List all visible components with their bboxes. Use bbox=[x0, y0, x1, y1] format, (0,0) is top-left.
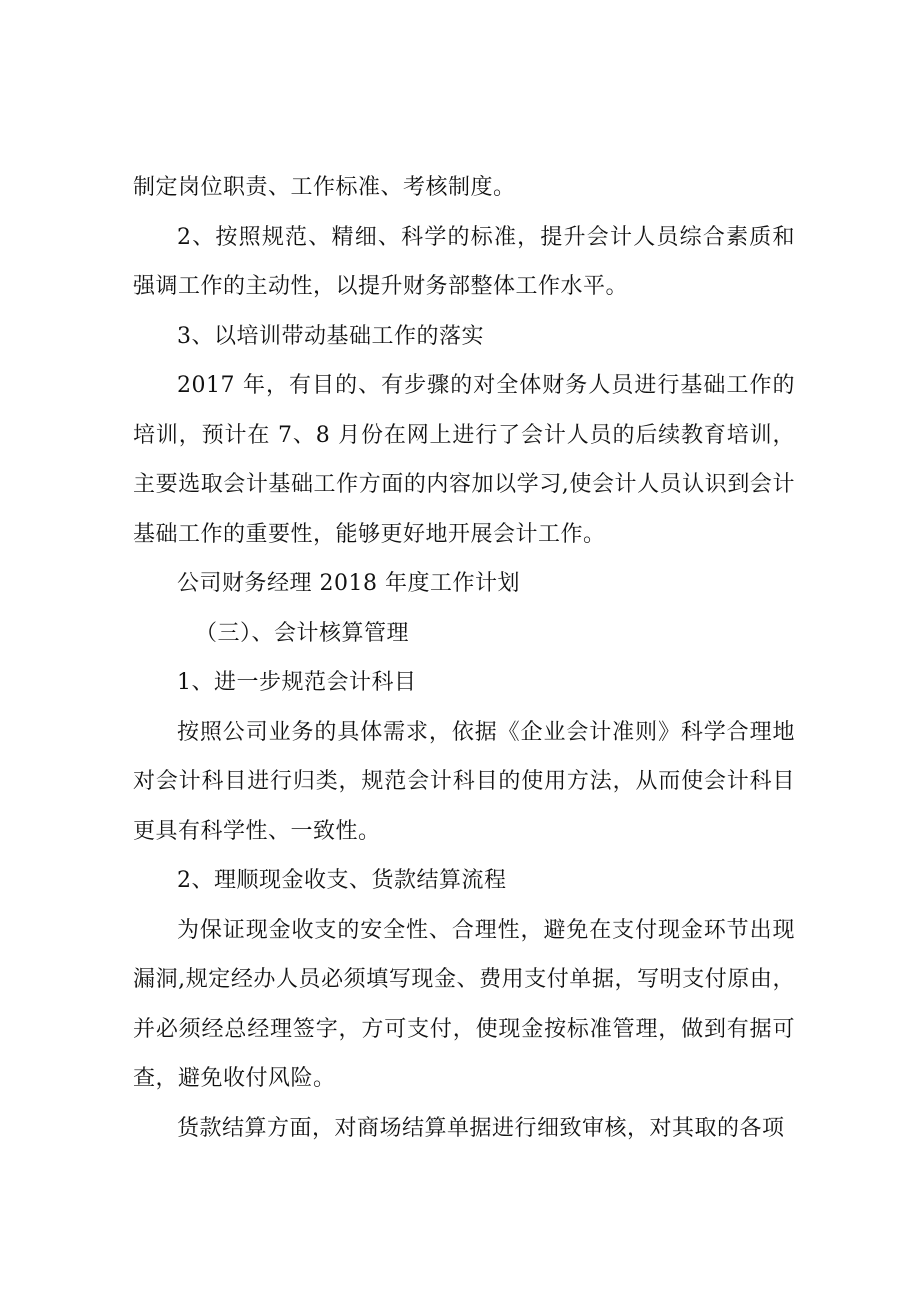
paragraph-training: 2017 年，有目的、有步骤的对全体财务人员进行基础工作的培训，预计在 7、8 月份在网上进行了会计人员的后续教育培训，主要选取会计基础工作方面的内容加以学习,使会计人员认识到会计基础工作的重要性，能够更好地开展会计工作。 bbox=[133, 373, 795, 547]
paragraph-item-2-heading: 2、理顺现金收支、货款结算流程 bbox=[177, 868, 507, 893]
paragraph-item-3-heading: 3、以培训带动基础工作的落实 bbox=[177, 323, 484, 349]
paragraph-continuation: 制定岗位职责、工作标准、考核制度。 bbox=[133, 175, 516, 200]
paragraph-accounts: 按照公司业务的具体需求，依据《企业会计准则》科学合理地对会计科目进行归类，规范会计科目的使用方法，从而使会计科目更具有科学性、一致性。 bbox=[133, 719, 795, 844]
paragraph-item-1-heading: 1、进一步规范会计科目 bbox=[177, 670, 417, 695]
paragraph-plan-title: 公司财务经理 2018 年度工作计划 bbox=[177, 571, 520, 596]
section-heading-accounting: （三）、会计核算管理 bbox=[195, 620, 410, 646]
paragraph-cash-flow: 为保证现金收支的安全性、合理性，避免在支付现金环节出现漏洞,规定经办人员必须填写现金、费用支付单据，写明支付原由，并必须经总经理签字，方可支付，使现金按标准管理，做到有据可查，避免收付风险。 bbox=[133, 917, 795, 1091]
paragraph-settlement: 货款结算方面，对商场结算单据进行细致审核，对其取的各项 bbox=[177, 1115, 785, 1141]
paragraph-item-2: 2、按照规范、精细、科学的标准，提升会计人员综合素质和强调工作的主动性，以提升财务部整体工作水平。 bbox=[133, 224, 795, 299]
document-body bbox=[133, 163, 795, 1153]
